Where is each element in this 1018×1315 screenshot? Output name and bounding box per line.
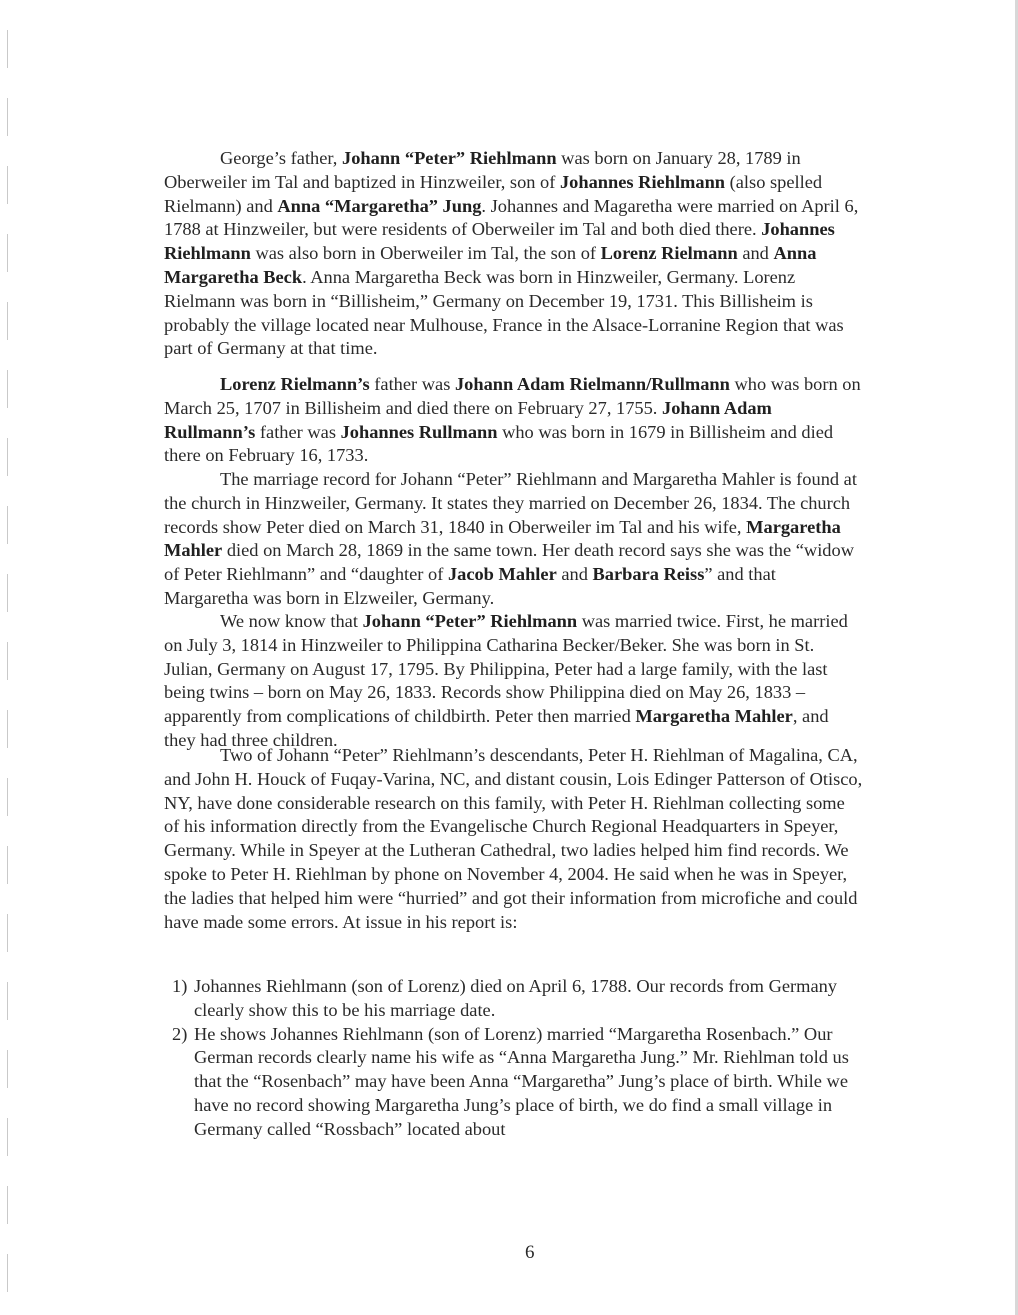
bold-name: Johannes Riehlmann — [164, 219, 835, 264]
text-run: George’s father, — [220, 148, 342, 168]
bold-name: Johann “Peter” Riehlmann — [362, 611, 578, 631]
text-run: was born on January 28, 1789 in Oberweiler im Tal and baptized in Hinzweiler, son of — [164, 148, 801, 192]
text-run: ” and that Margaretha was born in Elzweiler, Germany. — [164, 564, 776, 608]
bold-name: Johann Adam Rullmann’s — [164, 397, 772, 442]
list-item — [172, 975, 862, 1023]
paragraph — [164, 373, 864, 468]
text-run: who was born on March 25, 1707 in Billisheim and died there on February 27, 1755. — [164, 374, 861, 418]
text-run: We now know that — [220, 611, 363, 631]
text-run: The marriage record for Johann “Peter” Riehlmann and Margaretha Mahler is found at the church in Hinzweiler, Germany. It states they married on December 26, 1834. The church records show Peter died on March 31, 1840 in Oberweiler im Tal and his wife, — [164, 469, 857, 537]
bold-name: Johann Adam Rielmann/Rullmann — [454, 374, 730, 394]
paragraph — [164, 147, 864, 361]
list-item-text: He shows Johannes Riehlmann (son of Lorenz) married “Margaretha Rosenbach.” Our German records clearly name his wife as “Anna Margaretha Jung.” Mr. Riehlman told us that the “Rosenbach” may have been Anna “Margaretha” Jung’s place of birth. While we have no record showing Margaretha Jung’s place of birth, we do find a small village in Germany called “Rossbach” located about — [194, 1023, 849, 1139]
page-number: 6 — [525, 1242, 535, 1263]
bold-name: Lorenz Rielmann’s — [220, 374, 370, 394]
text-run: father was — [369, 374, 455, 394]
list-item-number: 1) — [172, 976, 188, 996]
text-run: and — [556, 564, 593, 585]
bold-name: Anna Margaretha Beck — [164, 243, 817, 287]
list-item — [172, 1023, 862, 1142]
text-run: father was — [255, 421, 341, 442]
scan-margin-marks — [0, 0, 14, 1315]
bold-name: Johann “Peter” Riehlmann — [342, 148, 557, 168]
paragraph — [164, 610, 864, 753]
text-run: and — [737, 243, 774, 264]
text-run: . Anna Margaretha Beck was born in Hinzweiler, Germany. Lorenz Rielmann was born in “Billisheim,” Germany on December 19, 1731. This Billisheim is probably the village located near Mulhouse, France in the Alsace-Lorranine Region that was part of Germany at that time. — [164, 266, 844, 359]
list-item-text: Johannes Riehlmann (son of Lorenz) died on April 6, 1788. Our records from Germany clearly show this to be his marriage date. — [194, 976, 838, 1020]
text-run: died on March 28, 1869 in the same town. Her death record says she was the “widow of Peter Riehlmann” and “daughter of — [164, 540, 854, 585]
text-run: who was born in 1679 in Billisheim and died there on February 16, 1733. — [164, 421, 834, 466]
bold-name: Jacob Mahler — [447, 564, 557, 585]
text-run: was married twice. First, he married on July 3, 1814 in Hinzweiler to Philippina Catharina Becker/Beker. She was born in St. Julian, Germany on August 17, 1795. By Philippina, Peter had a large family, with the last being twins – born on May 26, 1833. Records show Philippina died on May 26, 1833 – apparently from complications of childbirth. Peter then married — [164, 611, 848, 727]
bold-name: Anna “Margaretha” Jung — [277, 195, 482, 216]
text-run: , and they had three children. — [164, 706, 829, 750]
bold-name: Barbara Reiss — [592, 564, 705, 585]
text-run: (also spelled Rielmann) and — [164, 171, 823, 216]
bold-name: Margaretha Mahler — [635, 706, 793, 727]
text-run: was also born in Oberweiler im Tal, the son of — [250, 243, 601, 264]
bold-name: Margaretha Mahler — [164, 516, 841, 561]
text-run: Two of Johann “Peter” Riehlmann’s descendants, Peter H. Riehlman of Magalina, CA, and John H. Houck of Fuqay-Varina, NC, and distant cousin, Lois Edinger Patterson of Otisco, NY, have done considerable research on this family, with Peter H. Riehlman collecting some of his information directly from the Evangelische Church Regional Headquarters in Speyer, Germany. While in Speyer at the Lutheran Cathedral, two ladies helped him find records. We spoke to Peter H. Riehlman by phone on November 4, 2004. He said when he was in Speyer, the ladies that helped him were “hurried” and got their information from microfiche and could have made some errors. At issue in his report is: — [164, 745, 863, 932]
paragraph — [164, 744, 864, 934]
text-run: . Johannes and Magaretha were married on April 6, 1788 at Hinzweiler, but were residents of Oberweiler im Tal and both died there. — [164, 195, 859, 240]
list-item-number: 2) — [172, 1023, 188, 1044]
issue-list — [172, 975, 862, 1142]
bold-name: Lorenz Rielmann — [600, 243, 738, 264]
bold-name: Johannes Riehlmann — [559, 171, 726, 192]
paragraph — [164, 468, 864, 611]
bold-name: Johannes Rullmann — [340, 421, 498, 442]
